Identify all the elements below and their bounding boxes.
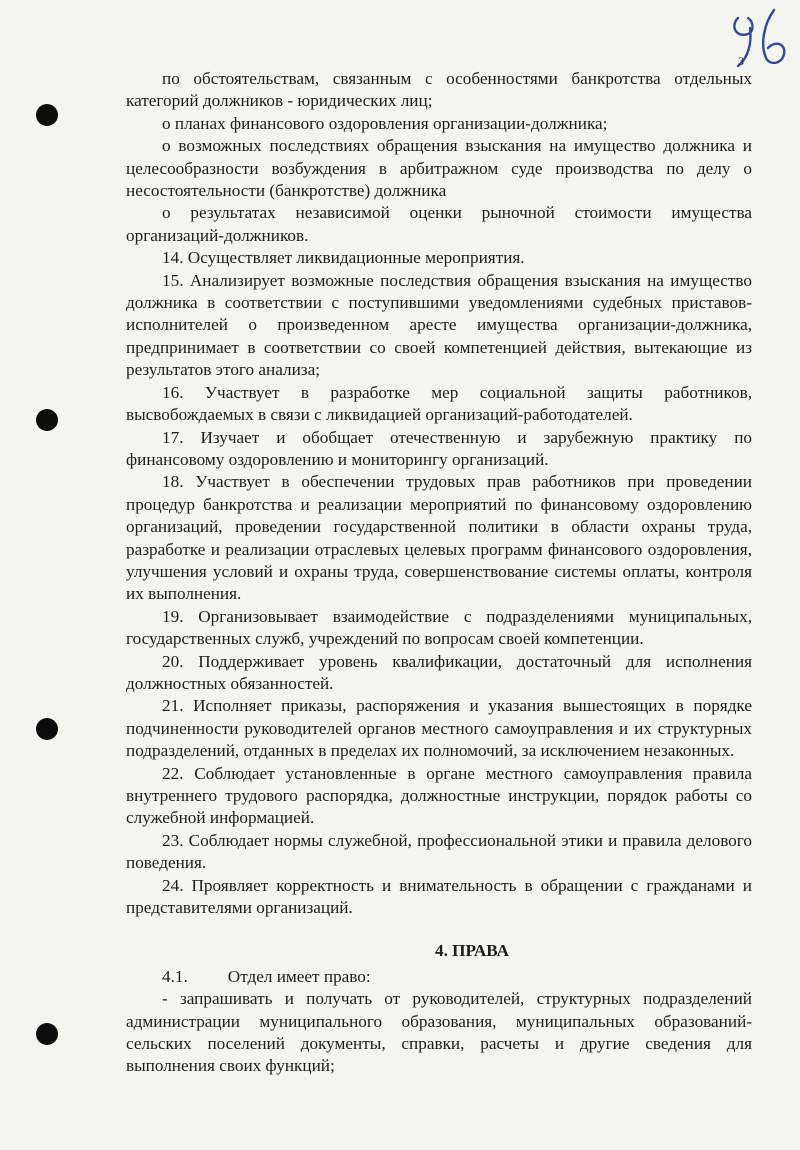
paragraph: 21. Исполняет приказы, распоряжения и указания вышестоящих в порядке подчиненности руководителей органов местного самоуправления и их структурных подразделений, отданных в пределах их полномочий, за исключением незаконных. [126,696,752,761]
document-body [126,68,752,1078]
paragraph: 14. Осуществляет ликвидационные мероприятия. [162,248,525,268]
paragraph: 20. Поддерживает уровень квалификации, достаточный для исполнения должностных обязанностей. [126,651,752,693]
paragraph: по обстоятельствам, связанным с особенностями банкротства отдельных категорий должников - юридических лиц; [126,69,752,111]
punch-hole [36,104,58,126]
punch-hole [36,1023,58,1045]
paragraph: 22. Соблюдает установленные в органе местного самоуправления правила внутреннего трудового распорядка, должностные инструкции, порядок работы со служебной информацией. [126,763,752,828]
item-number: 4.1. [162,966,188,986]
paragraph: 24. Проявляет корректность и внимательность в обращении с гражданами и представителями организаций. [126,875,752,918]
item-text: Отдел имеет право: [227,966,371,986]
section-heading: 4. ПРАВА [434,941,510,961]
section-item [126,966,752,988]
paragraph: 19. Организовывает взаимодействие с подразделениями муниципальных, государственных служб, учреждений по вопросам своей компетенции. [126,606,752,649]
punch-hole [36,409,58,431]
handwritten-page-mark [726,4,796,74]
paragraph: 15. Анализирует возможные последствия обращения взыскания на имущество должника в соответствии с поступившими уведомлениями судебных приставов-исполнителей о произведенном аресте имущества организации-должника, предпринимает в соответствии со своей компетенцией действия, вытекающие из результатов этого анализа; [126,270,752,380]
paragraph: о результатах независимой оценки рыночной стоимости имущества организаций-должников. [126,203,752,245]
punch-hole [36,718,58,740]
page-number: 3 [738,54,744,68]
bullet-paragraph: - запрашивать и получать от руководителей, структурных подразделений администрации муниципального образования, муниципальных образований-сельских поселений документы, справки, расчеты и другие сведения для выполнения своих функций; [126,989,752,1076]
paragraph: 16. Участвует в разработке мер социальной защиты работников, высвобождаемых в связи с ликвидацией организаций-работодателей. [126,382,752,425]
paragraph: 17. Изучает и обобщает отечественную и зарубежную практику по финансовому оздоровлению и мониторингу организаций. [126,427,752,469]
paragraph: 23. Соблюдает нормы служебной, профессиональной этики и правила делового поведения. [126,830,752,873]
paragraph: о планах финансового оздоровления организации-должника; [162,113,608,133]
paragraph: о возможных последствиях обращения взыскания на имущество должника и целесообразности возбуждения в арбитражном суде производства по делу о несостоятельности (банкротстве) должника [126,136,752,201]
paragraph: 18. Участвует в обеспечении трудовых прав работников при проведении процедур банкротства и реализации мероприятий по финансовому оздоровлению организаций, проведении государственной политики в области охраны труда, разработке и реализации отраслевых целевых программ финансового оздоровления, улучшения условий и охраны труда, совершенствование системы оплаты, контроля их выполнения. [126,472,752,604]
